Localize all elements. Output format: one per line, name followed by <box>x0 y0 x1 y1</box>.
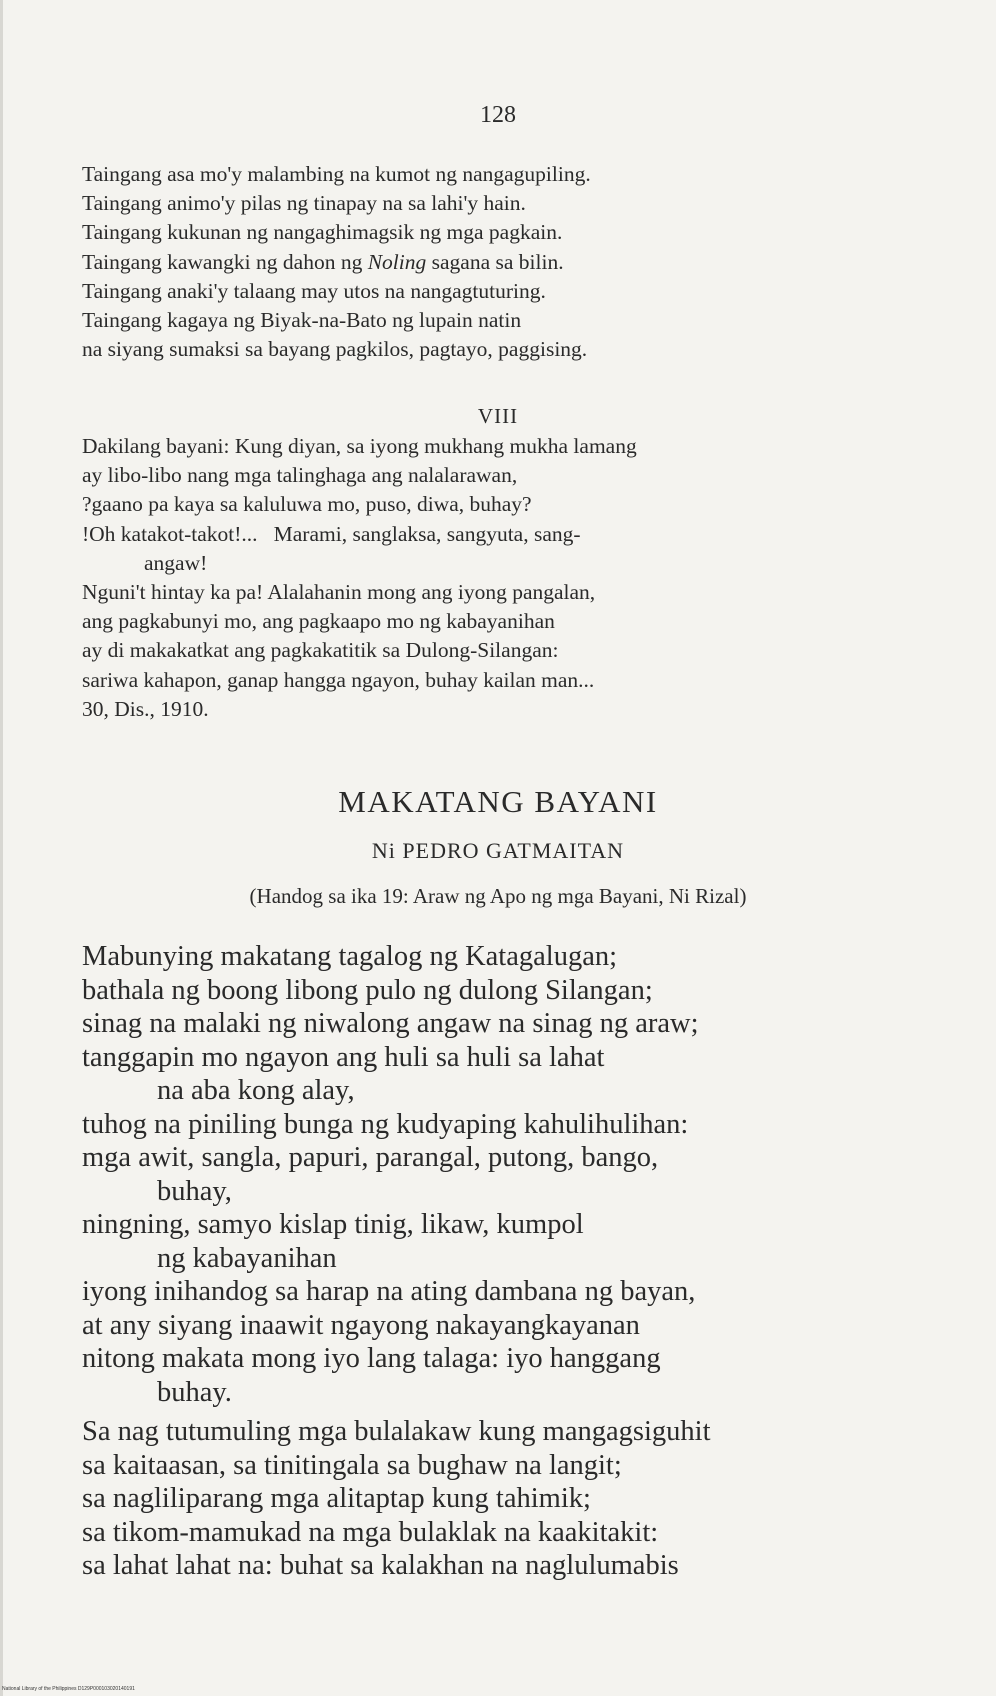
verse-line: sariwa kahapon, ganap hangga ngayon, buhay kailan man... <box>82 667 595 692</box>
verse-line-start: Taingang kawangki ng dahon ng <box>82 249 368 274</box>
verse-line: Taingang asa mo'y malambing na kumot ng nangagupiling. <box>82 162 591 186</box>
verse-line: ay libo-libo nang mga talinghaga ang nalalarawan, <box>82 463 518 488</box>
poem-author: Ni PEDRO GATMAITAN <box>371 838 625 863</box>
poem-stanza-1 <box>82 940 922 1409</box>
poem-line: sa lahat lahat na: buhat sa kalakhan na naglulumabis <box>82 1550 679 1581</box>
verse-line: Taingang kukunan ng nangaghimagsik ng mga pagkain. <box>82 220 563 245</box>
verse-line: na siyang sumaksi sa bayang pagkilos, pagtayo, paggising. <box>82 337 588 362</box>
verse-line: Taingang animo'y pilas ng tinapay na sa lahi'y hain. <box>82 191 526 216</box>
poem-title: MAKATANG BAYANI <box>338 784 658 819</box>
poem-line: na aba kong alay, <box>157 1075 355 1106</box>
verse-line-end: sagana sa bilin. <box>426 249 564 274</box>
italic-word: Noling <box>367 249 427 274</box>
poem-line: buhay. <box>157 1376 232 1408</box>
verse-line <box>82 248 922 277</box>
poem-line: sinag na malaki ng niwalong angaw na sinag ng araw; <box>82 1008 699 1039</box>
stanza-numeral: VIII <box>477 404 519 428</box>
verse-line: !Oh katakot-takot!... Marami, sanglaksa, sangyuta, sang- <box>82 521 581 546</box>
poem-line: tanggapin mo ngayon ang huli sa huli sa lahat <box>82 1041 605 1073</box>
verse-line: ?gaano pa kaya sa kaluluwa mo, puso, diwa, buhay? <box>82 492 532 517</box>
poem-line: tuhog na piniling bunga ng kudyaping kahulihulihan: <box>82 1108 689 1140</box>
verse-line: Nguni't hintay ka pa! Alalahanin mong ang iyong pangalan, <box>82 580 596 605</box>
poem-line: bathala ng boong libong pulo ng dulong Silangan; <box>82 974 653 1006</box>
poem-line: buhay, <box>157 1175 232 1207</box>
verse-line: Dakilang bayani: Kung diyan, sa iyong mukhang mukha lamang <box>82 434 637 458</box>
verse-line: ang pagkabunyi mo, ang pagkaapo mo ng kabayanihan <box>82 609 555 634</box>
poem-line: Sa nag tutumuling mga bulalakaw kung mangagsiguhit <box>82 1416 711 1447</box>
verse-line: Taingang anaki'y talaang may utos na nangagtuturing. <box>82 278 546 303</box>
verse-line: ay di makakatkat ang pagkakatitik sa Dulong-Silangan: <box>82 638 559 663</box>
poem-line: mga awit, sangla, papuri, parangal, putong, bango, <box>82 1142 659 1173</box>
poem-line: iyong inihandog sa harap na ating dambana ng bayan, <box>82 1276 696 1307</box>
verse-section-2 <box>82 432 922 724</box>
poem-line: nitong makata mong iyo lang talaga: iyo hanggang <box>82 1343 661 1374</box>
poem-dedication: (Handog sa ika 19: Araw ng Apo ng mga Bayani, Ni Rizal) <box>249 884 747 908</box>
poem-line: at any siyang inaawit ngayong nakayangkayanan <box>82 1309 640 1341</box>
date-line: 30, Dis., 1910. <box>82 696 209 721</box>
poem-line: ng kabayanihan <box>157 1242 337 1274</box>
page-number: 128 <box>480 102 516 128</box>
poem-line: sa kaitaasan, sa tinitingala sa bughaw na langit; <box>82 1449 622 1481</box>
poem-line: sa tikom-mamukad na mga bulaklak na kaakitakit: <box>82 1516 659 1548</box>
poem-line: sa nagliliparang mga alitaptap kung tahimik; <box>82 1483 591 1514</box>
verse-line: angaw! <box>144 550 208 575</box>
scan-footer: National Library of the Philippines D129P000103020140191 <box>2 1686 135 1692</box>
verse-line: Taingang kagaya ng Biyak-na-Bato ng lupain natin <box>82 308 522 333</box>
poem-line: ningning, samyo kislap tinig, likaw, kumpol <box>82 1209 584 1240</box>
poem-line: Mabunying makatang tagalog ng Katagalugan; <box>82 941 618 972</box>
verse-section-1 <box>82 160 922 364</box>
poem-stanza-2 <box>82 1415 922 1583</box>
